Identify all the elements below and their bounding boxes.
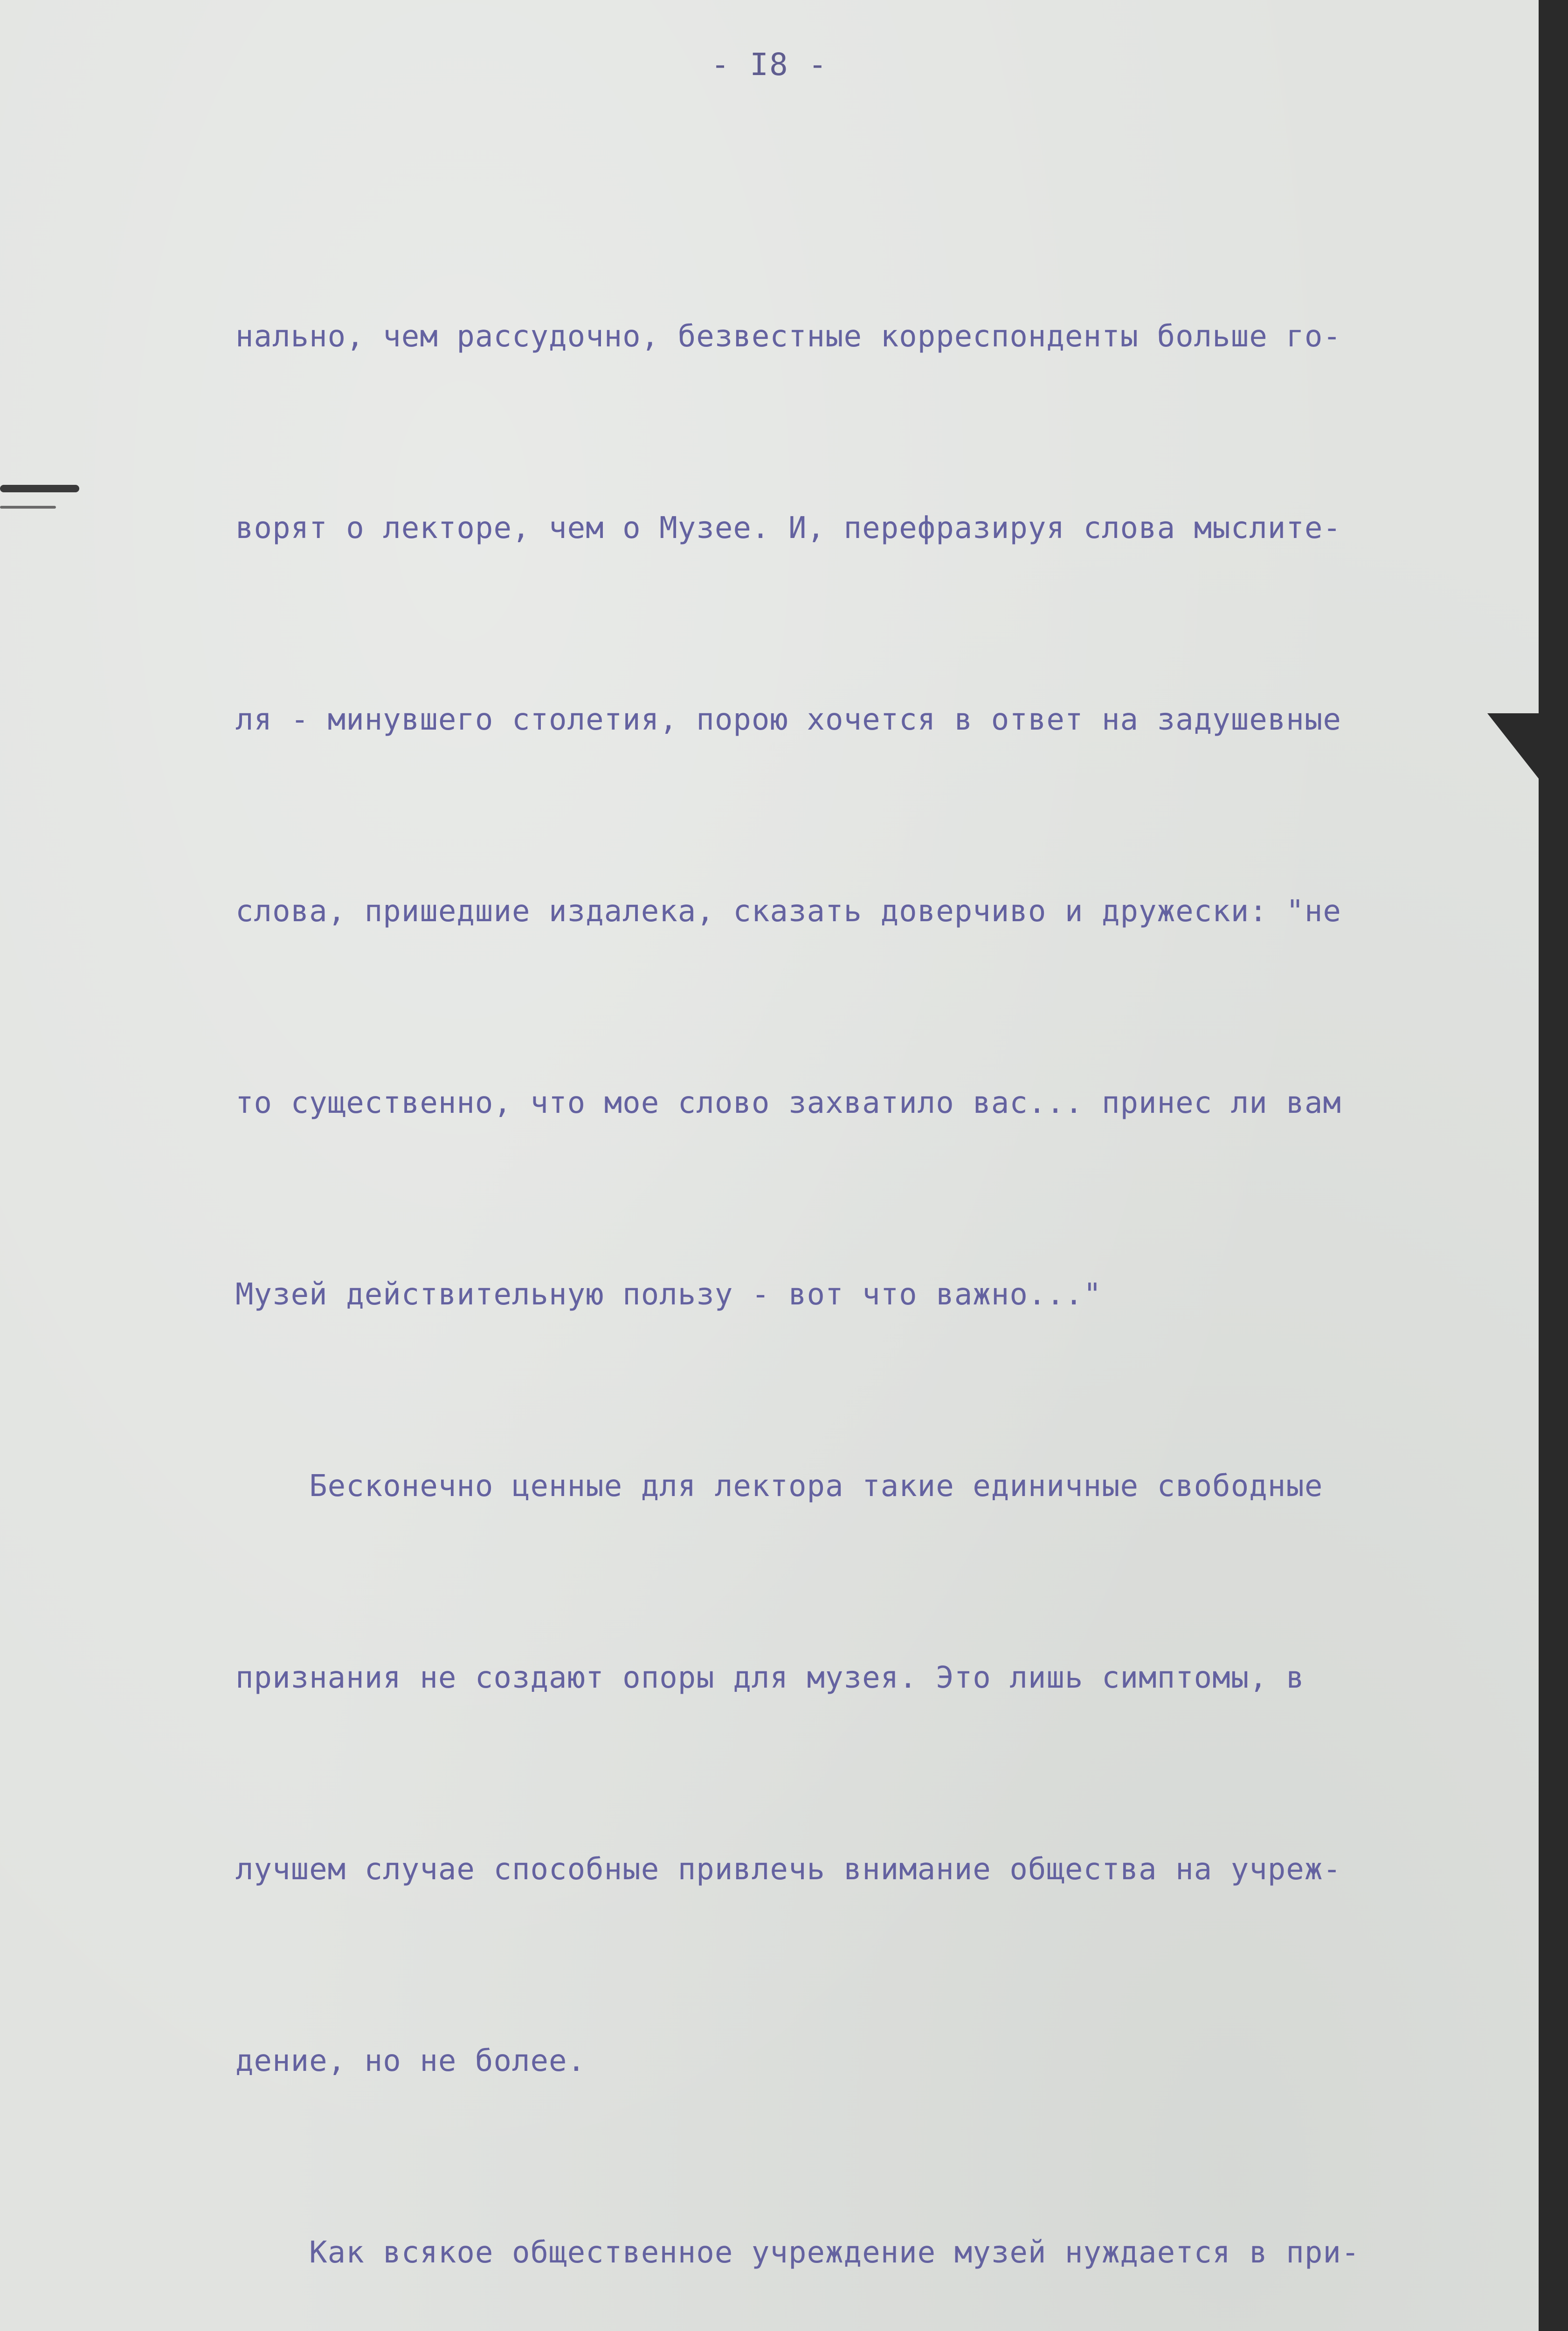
text-line: ворят о лекторе, чем о Музее. И, перефразируя слова мыслите- — [235, 511, 1341, 545]
text-line: лучшем случае способные привлечь внимание общества на учреж- — [235, 1852, 1341, 1887]
text-line: ля - минувшего столетия, порою хочется в ответ на задушевные — [235, 703, 1341, 737]
binding-mark — [0, 485, 79, 492]
text-line: слова, пришедшие издалека, сказать доверчиво и дружески: "не — [235, 894, 1341, 929]
text-line: то существенно, что мое слово захватило вас... принес ли вам — [235, 1086, 1341, 1120]
scan-background-right — [1539, 0, 1568, 2331]
text-line: дение, но не более. — [235, 2044, 586, 2078]
torn-corner — [1487, 713, 1539, 779]
text-line: Музей действительную пользу - вот что важно..." — [235, 1277, 1102, 1312]
text-line: признания не создают опоры для музея. Это лишь симптомы, в — [235, 1661, 1305, 1695]
typed-text-body — [235, 177, 1532, 2331]
binding-mark-shadow — [0, 506, 56, 509]
text-line: Как всякое общественное учреждение музей нуждается в при- — [235, 2235, 1360, 2270]
text-line: нально, чем рассудочно, безвестные корреспонденты больше го- — [235, 319, 1341, 354]
page-number: - I8 - — [711, 47, 828, 83]
text-line: Бесконечно ценные для лектора такие единичные свободные — [235, 1469, 1323, 1503]
